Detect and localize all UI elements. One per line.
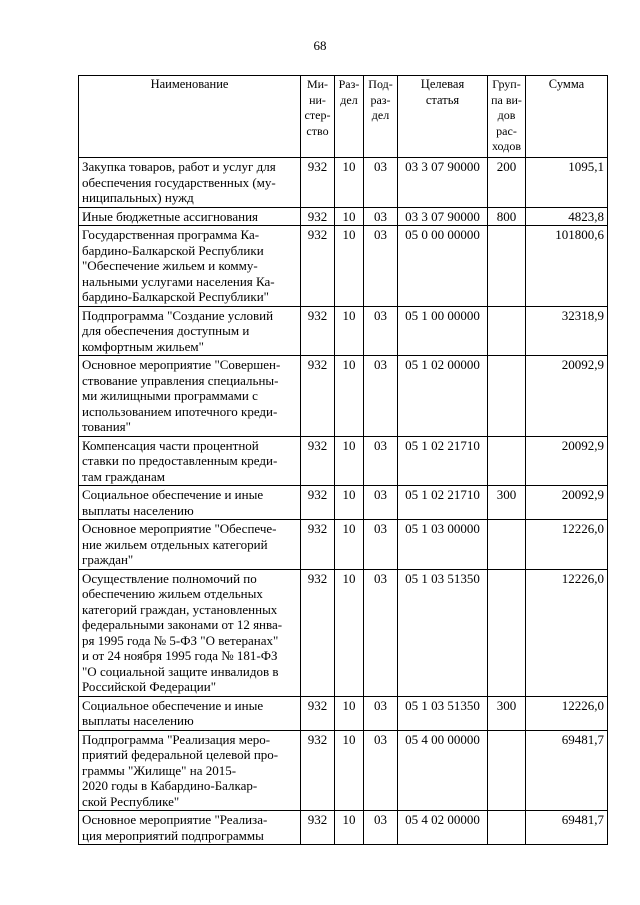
cell-name: Подпрограмма "Создание условий для обеспечения доступным и комфортным жильем" — [79, 306, 301, 356]
table-row — [79, 569, 608, 696]
cell-ministry: 932 — [301, 730, 335, 811]
table-row — [79, 436, 608, 486]
cell-subsection: 03 — [364, 811, 398, 845]
table-body — [79, 158, 608, 845]
cell-section: 10 — [335, 356, 364, 437]
cell-name: Закупка товаров, работ и услуг для обеспечения государственных (му- ниципальных) нужд — [79, 158, 301, 208]
cell-group: 200 — [488, 158, 526, 208]
cell-section: 10 — [335, 486, 364, 520]
cell-target: 05 1 02 21710 — [398, 436, 488, 486]
cell-ministry: 932 — [301, 696, 335, 730]
page-number: 68 — [313, 38, 327, 53]
cell-target: 05 1 03 51350 — [398, 569, 488, 696]
cell-subsection: 03 — [364, 486, 398, 520]
cell-subsection: 03 — [364, 306, 398, 356]
cell-subsection: 03 — [364, 520, 398, 570]
cell-section: 10 — [335, 730, 364, 811]
cell-subsection: 03 — [364, 436, 398, 486]
cell-target: 03 3 07 90000 — [398, 207, 488, 226]
cell-section: 10 — [335, 811, 364, 845]
header-section: Раз- дел — [335, 76, 364, 158]
cell-target: 05 1 02 00000 — [398, 356, 488, 437]
cell-subsection: 03 — [364, 226, 398, 307]
cell-group — [488, 306, 526, 356]
cell-name: Основное мероприятие "Реализа- ция мероприятий подпрограммы — [79, 811, 301, 845]
cell-ministry: 932 — [301, 520, 335, 570]
cell-group — [488, 811, 526, 845]
cell-sum: 4823,8 — [526, 207, 608, 226]
cell-section: 10 — [335, 207, 364, 226]
cell-group — [488, 226, 526, 307]
header-target: Целевая статья — [398, 76, 488, 158]
cell-target: 05 1 03 51350 — [398, 696, 488, 730]
cell-ministry: 932 — [301, 158, 335, 208]
cell-ministry: 932 — [301, 356, 335, 437]
cell-ministry: 932 — [301, 569, 335, 696]
cell-sum: 12226,0 — [526, 696, 608, 730]
cell-section: 10 — [335, 569, 364, 696]
budget-table — [78, 75, 608, 845]
cell-name: Иные бюджетные ассигнования — [79, 207, 301, 226]
cell-group: 800 — [488, 207, 526, 226]
cell-sum: 20092,9 — [526, 356, 608, 437]
cell-group — [488, 569, 526, 696]
cell-name: Социальное обеспечение и иные выплаты населению — [79, 696, 301, 730]
cell-group: 300 — [488, 696, 526, 730]
cell-sum: 69481,7 — [526, 811, 608, 845]
cell-section: 10 — [335, 436, 364, 486]
cell-subsection: 03 — [364, 696, 398, 730]
table-row — [79, 306, 608, 356]
cell-name: Основное мероприятие "Совершен- ствование управления специальны- ми жилищными программами с использованием ипотечного креди- тования" — [79, 356, 301, 437]
cell-name: Подпрограмма "Реализация меро- приятий федеральной целевой про- граммы "Жилище" на 2015- 2020 годы в Кабардино-Балкар- ской Республике" — [79, 730, 301, 811]
table-row — [79, 158, 608, 208]
cell-subsection: 03 — [364, 158, 398, 208]
cell-group — [488, 436, 526, 486]
cell-section: 10 — [335, 226, 364, 307]
table-row — [79, 356, 608, 437]
header-subsection: Под- раз- дел — [364, 76, 398, 158]
table-header-row — [79, 76, 608, 158]
cell-sum: 12226,0 — [526, 569, 608, 696]
cell-sum: 1095,1 — [526, 158, 608, 208]
header-sum: Сумма — [526, 76, 608, 158]
cell-sum: 69481,7 — [526, 730, 608, 811]
cell-name: Основное мероприятие "Обеспече- ние жильем отдельных категорий граждан" — [79, 520, 301, 570]
cell-sum: 20092,9 — [526, 436, 608, 486]
cell-target: 05 1 02 21710 — [398, 486, 488, 520]
cell-group — [488, 730, 526, 811]
cell-ministry: 932 — [301, 486, 335, 520]
cell-subsection: 03 — [364, 356, 398, 437]
cell-target: 05 0 00 00000 — [398, 226, 488, 307]
cell-target: 05 4 02 00000 — [398, 811, 488, 845]
header-ministry: Ми- ни- стер- ство — [301, 76, 335, 158]
cell-name: Осуществление полномочий по обеспечению жильем отдельных категорий граждан, установленных федеральными законами от 12 янва- ря 1995 года № 5-ФЗ "О ветеранах" и от 24 ноября 1995 года № 181-ФЗ "О социальной защите инвалидов в Российской Федерации" — [79, 569, 301, 696]
table-row — [79, 486, 608, 520]
cell-target: 05 4 00 00000 — [398, 730, 488, 811]
cell-section: 10 — [335, 520, 364, 570]
cell-subsection: 03 — [364, 730, 398, 811]
cell-group — [488, 520, 526, 570]
table-row — [79, 730, 608, 811]
cell-sum: 20092,9 — [526, 486, 608, 520]
cell-section: 10 — [335, 158, 364, 208]
table-row — [79, 811, 608, 845]
table-row — [79, 226, 608, 307]
cell-group — [488, 356, 526, 437]
cell-target: 05 1 03 00000 — [398, 520, 488, 570]
cell-sum: 101800,6 — [526, 226, 608, 307]
cell-ministry: 932 — [301, 811, 335, 845]
table-row — [79, 696, 608, 730]
table-row — [79, 520, 608, 570]
header-group: Груп- па ви- дов рас- ходов — [488, 76, 526, 158]
cell-subsection: 03 — [364, 207, 398, 226]
cell-target: 03 3 07 90000 — [398, 158, 488, 208]
cell-subsection: 03 — [364, 569, 398, 696]
cell-ministry: 932 — [301, 436, 335, 486]
cell-name: Государственная программа Ка- бардино-Балкарской Республики "Обеспечение жильем и комму- нальными услугами населения Ка- бардино-Балкарской Республики" — [79, 226, 301, 307]
cell-sum: 32318,9 — [526, 306, 608, 356]
cell-name: Компенсация части процентной ставки по предоставленным креди- там гражданам — [79, 436, 301, 486]
table-row — [79, 207, 608, 226]
cell-sum: 12226,0 — [526, 520, 608, 570]
cell-target: 05 1 00 00000 — [398, 306, 488, 356]
cell-ministry: 932 — [301, 226, 335, 307]
cell-ministry: 932 — [301, 207, 335, 226]
cell-name: Социальное обеспечение и иные выплаты населению — [79, 486, 301, 520]
cell-group: 300 — [488, 486, 526, 520]
cell-ministry: 932 — [301, 306, 335, 356]
header-name: Наименование — [79, 76, 301, 158]
cell-section: 10 — [335, 696, 364, 730]
cell-section: 10 — [335, 306, 364, 356]
